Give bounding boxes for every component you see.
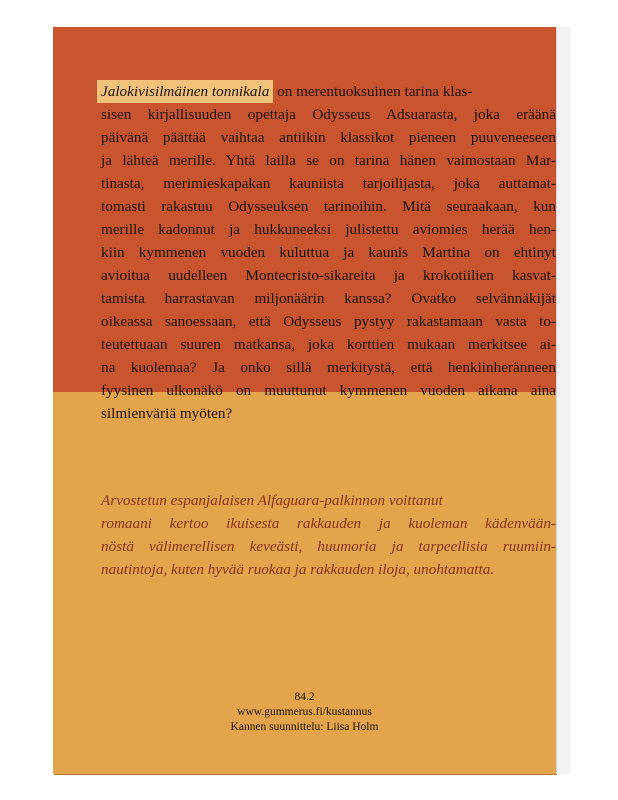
publisher-website: www.gummerus.fi/kustannus: [237, 706, 372, 718]
description-line: oikeassa sanoessaan, että Odysseus pystyy rakastamaan vasta to-: [101, 313, 556, 330]
description-line: ja lähteä merille. Yhtä lailla se on tarina hänen vaimostaan Mar-: [101, 152, 556, 169]
cover-edge-strip: [556, 27, 571, 774]
classification-code: 84.2: [294, 691, 315, 703]
description-line: sisen kirjallisuuden opettaja Odysseus Adsuarasta, joka eräänä: [101, 106, 556, 123]
blurb-line: romaani kertoo ikuisesta rakkauden ja kuoleman kädenvään-: [101, 515, 556, 532]
description-line: silmienväriä myöten?: [101, 405, 233, 422]
blurb-line: Arvostetun espanjalaisen Alfaguara-palkinnon voittanut: [101, 492, 443, 509]
book-title-highlight: Jalokivisilmäinen tonnikala: [97, 80, 273, 103]
blurb-line: nautintoja, kuten hyvää ruokaa ja rakkauden iloja, unohtamatta.: [101, 561, 495, 578]
description-line: tomasti rakastuu Odysseuksen tarinoihin. Mitä seuraakaan, kun: [101, 198, 556, 215]
description-line: na kuolemaa? Ja onko sillä merkitystä, että henkiinheränneen: [101, 359, 556, 376]
description-line: tinasta, merimieskapakan kauniista tarjoilijasta, joka auttamat-: [101, 175, 556, 192]
description-line: fyysinen ulkonäkö on muuttunut kymmenen vuoden aikana aina: [101, 382, 556, 399]
description-line: avioitua uudelleen Montecristo-sikareita ja krokotiilien kasvat-: [101, 267, 556, 284]
description-line-text: on merentuoksuinen tarina klas-: [273, 83, 473, 100]
description-text: [101, 80, 556, 425]
back-cover: [53, 27, 556, 774]
blurb-text: [101, 489, 556, 581]
description-line: [101, 80, 556, 103]
cover-design-credit: Kannen suunnittelu: Liisa Holm: [230, 721, 379, 733]
description-line: teutettuaan suuren matkansa, joka korttien mukaan merkitsee ai-: [101, 336, 556, 353]
description-line: päivänä päättää vaihtaa antiikin klassikot pieneen puuveneeseen: [101, 129, 556, 146]
description-line: tamista harrastavan miljonäärin kanssa? Ovatko selvännäkijät: [101, 290, 556, 307]
description-line: kiin kymmenen vuoden kuluttua ja kaunis Martina on ehtinyt: [101, 244, 556, 261]
blurb-line: nöstä välimerellisen keveästi, huumoria ja tarpeellisia ruumiin-: [101, 538, 556, 555]
description-line: merille kadonnut ja hukkuneeksi julistettu aviomies herää hen-: [101, 221, 556, 238]
publisher-footer: [53, 690, 556, 735]
